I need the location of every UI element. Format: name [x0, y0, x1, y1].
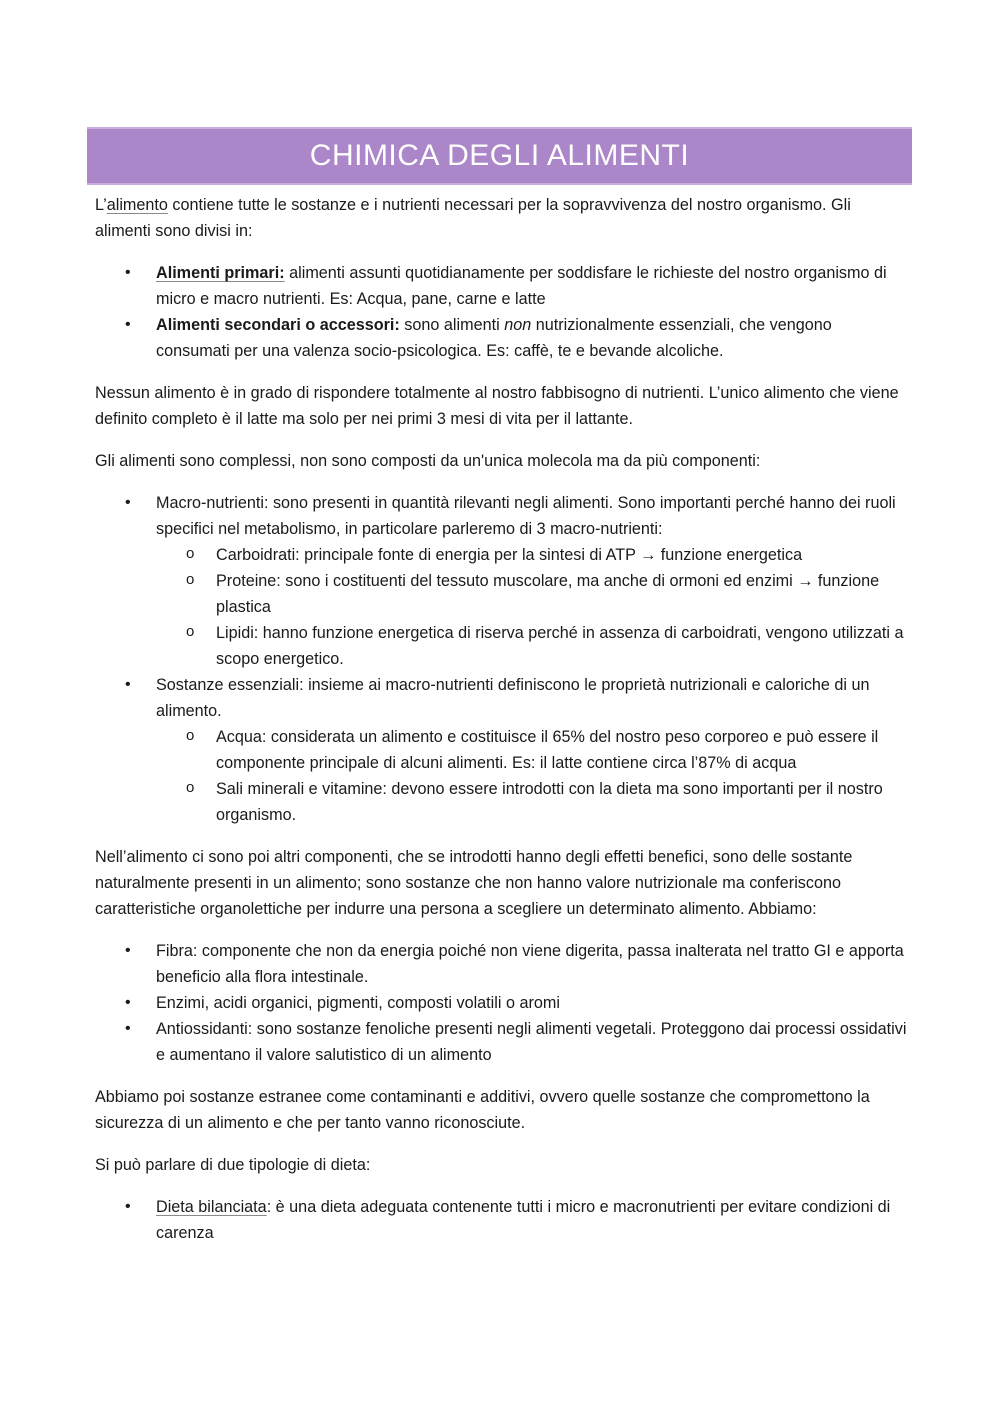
macronutrients-text: Macro-nutrienti: sono presenti in quantità rilevanti negli alimenti. Sono importanti perché hanno dei ruoli specifici nel metabolismo, in particolare parleremo di 3 macro-nutrienti:	[156, 494, 896, 538]
title-banner	[87, 127, 912, 185]
secondary-foods-text-a: sono alimenti	[399, 316, 505, 334]
intro-paragraph	[95, 192, 907, 244]
secondary-foods-term: Alimenti secondari o accessori:	[156, 316, 400, 334]
diet-types-paragraph: Si può parlare di due tipologie di dieta:	[95, 1156, 371, 1174]
macronutrients-sublist	[156, 542, 907, 672]
other-components-paragraph: Nell’alimento ci sono poi altri componenti, che se introdotti hanno degli effetti benefici, sono delle sostante naturalmente presenti in un alimento; sono sostanze che non hanno valore nutrizionale ma conferiscono caratteristiche organolettiche per indurre una persona a scegliere un determinato alimento. Abbiamo:	[95, 848, 853, 918]
essential-substances-text: Sostanze essenziali: insieme ai macro-nutrienti definiscono le proprietà nutrizionali e caloriche di un alimento.	[156, 676, 870, 720]
diet-types-list	[95, 1194, 907, 1246]
balanced-diet-link[interactable]: Dieta bilanciata	[156, 1198, 267, 1216]
document-body	[95, 192, 907, 1262]
alimento-link[interactable]: alimento	[106, 196, 168, 214]
foreign-substances-paragraph: Abbiamo poi sostanze estranee come contaminanti e additivi, ovvero quelle sostanze che compromettono la sicurezza di un alimento e che per tanto vanno riconosciute.	[95, 1088, 870, 1132]
secondary-foods-emphasis: non	[504, 316, 532, 334]
intro-prefix: L’	[95, 196, 107, 214]
complex-foods-paragraph: Gli alimenti sono complessi, non sono composti da un'unica molecola ma da più componenti:	[95, 452, 761, 470]
primary-foods-term: Alimenti primari:	[156, 264, 285, 282]
list-item-fiber: • Fibra: componente che non da energia poiché non viene digerita, passa inalterata nel tratto GI e apporta beneficio alla flora intestinale.	[156, 938, 907, 990]
list-item-essential-substances	[156, 672, 907, 828]
essential-substances-sublist	[156, 724, 907, 828]
list-item-balanced-diet	[156, 1194, 907, 1246]
intro-text: contiene tutte le sostanze e i nutrienti necessari per la sopravvivenza del nostro organismo. Gli alimenti sono divisi in:	[95, 196, 851, 240]
secondary-foods-text-b: nutrizionalmente essenziali, che vengono consumati per una valenza socio-psicologica. Es: caffè, te e bevande alcoliche.	[156, 316, 832, 360]
page-title: CHIMICA DEGLI ALIMENTI	[309, 139, 690, 172]
balanced-diet-text: : è una dieta adeguata contenente tutti i micro e macronutrienti per evitare condizioni di carenza	[156, 1198, 891, 1242]
sublist-item-lipids: o Lipidi: hanno funzione energetica di riserva perché in assenza di carboidrati, vengono utilizzati a scopo energetico.	[216, 620, 907, 672]
sublist-item-water: o Acqua: considerata un alimento e costituisce il 65% del nostro peso corporeo e può essere il componente principale di alcuni alimenti. Es: il latte contiene circa l’87% di acqua	[216, 724, 907, 776]
list-item-antioxidants: • Antiossidanti: sono sostanze fenoliche presenti negli alimenti vegetali. Proteggono dai processi ossidativi e aumentano il valore salutistico di un alimento	[156, 1016, 907, 1068]
components-list	[95, 490, 907, 828]
list-item-enzymes: • Enzimi, acidi organici, pigmenti, composti volatili o aromi	[156, 990, 907, 1016]
list-item-macronutrients	[156, 490, 907, 672]
other-components-list	[95, 938, 907, 1068]
sublist-item-carbohydrates: o Carboidrati: principale fonte di energia per la sintesi di ATP → funzione energetica	[216, 542, 907, 568]
primary-foods-text: alimenti assunti quotidianamente per soddisfare le richieste del nostro organismo di micro e macro nutrienti. Es: Acqua, pane, carne e latte	[156, 264, 887, 308]
sublist-item-proteins: o Proteine: sono i costituenti del tessuto muscolare, ma anche di ormoni ed enzimi → funzione plastica	[216, 568, 907, 620]
food-types-list	[95, 260, 907, 364]
list-item-primary-foods	[156, 260, 907, 312]
sublist-item-minerals-vitamins: o Sali minerali e vitamine: devono essere introdotti con la dieta ma sono importanti per il nostro organismo.	[216, 776, 907, 828]
list-item-secondary-foods	[156, 312, 907, 364]
complete-food-paragraph: Nessun alimento è in grado di rispondere totalmente al nostro fabbisogno di nutrienti. L’unico alimento che viene definito completo è il latte ma solo per nei primi 3 mesi di vita per il lattante.	[95, 384, 899, 428]
